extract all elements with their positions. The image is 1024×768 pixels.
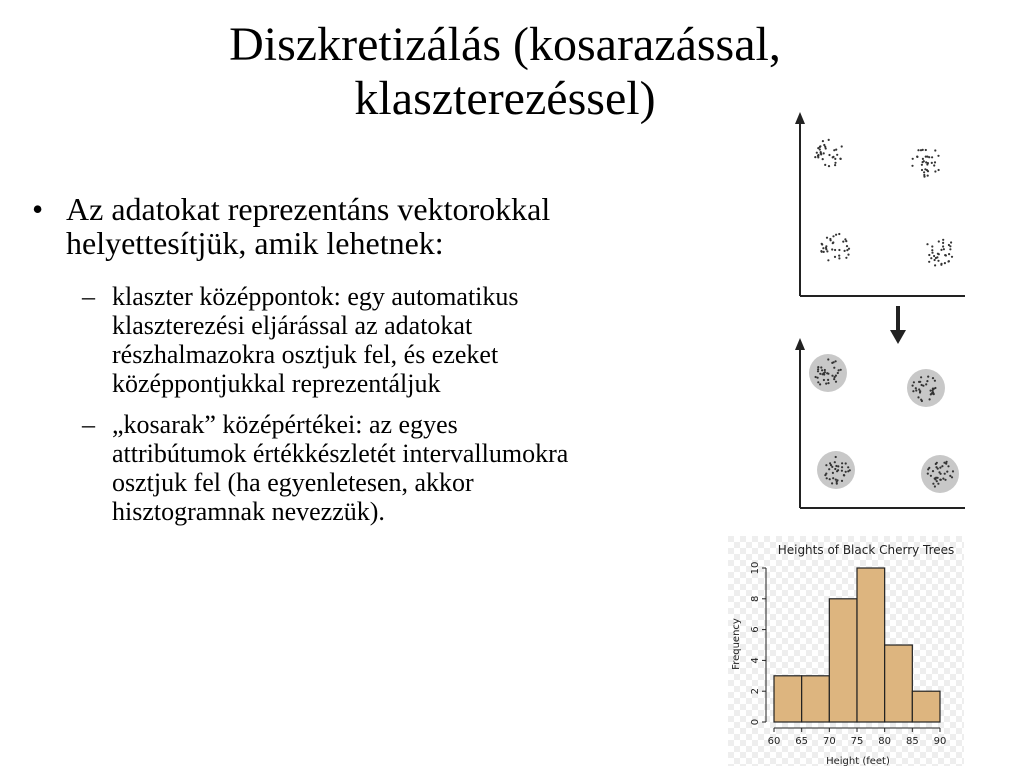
data-point: [830, 239, 832, 241]
cluster-group: [921, 455, 959, 493]
data-point: [821, 369, 823, 371]
sub2-line-4: hisztogramnak nevezzük).: [112, 497, 385, 526]
y-tick-label: 4: [750, 657, 761, 664]
data-point: [822, 247, 824, 249]
data-point: [942, 245, 944, 247]
data-point: [831, 248, 833, 250]
data-point: [814, 156, 816, 158]
sub1-line-4: középpontjukkal reprezentáljuk: [112, 369, 441, 398]
data-point: [951, 256, 953, 258]
data-point: [836, 154, 838, 156]
data-point: [834, 158, 836, 160]
data-point: [919, 391, 921, 393]
data-point: [942, 239, 944, 241]
cluster-group: [907, 369, 945, 407]
sub1-line-2: klaszterezési eljárással az adatokat: [112, 311, 473, 340]
data-point: [936, 480, 938, 482]
data-point: [825, 383, 827, 385]
data-point: [819, 148, 821, 150]
data-point: [834, 162, 836, 164]
histogram-bar: [857, 568, 885, 722]
data-point: [847, 254, 849, 256]
data-point: [922, 161, 924, 163]
x-tick-label: 90: [933, 736, 947, 747]
data-point: [835, 456, 837, 458]
data-point: [934, 170, 936, 172]
data-point: [837, 465, 839, 467]
data-point: [823, 152, 825, 154]
data-point: [934, 380, 936, 382]
data-point: [927, 473, 929, 475]
data-point: [843, 474, 845, 476]
data-point: [835, 479, 837, 481]
data-point: [846, 245, 848, 247]
data-point: [937, 477, 939, 479]
point-cluster: [926, 239, 953, 267]
data-point: [824, 474, 826, 476]
down-arrow-icon: [890, 306, 906, 344]
x-tick-label: 75: [850, 736, 864, 747]
data-point: [928, 254, 930, 256]
y-tick-label: 0: [750, 718, 761, 726]
data-point: [935, 463, 937, 465]
data-point: [930, 475, 932, 477]
data-point: [827, 358, 829, 360]
data-point: [940, 473, 942, 475]
raw-point-clusters: [814, 139, 953, 267]
data-point: [921, 384, 923, 386]
data-point: [948, 253, 950, 255]
data-point: [835, 234, 837, 236]
data-point: [841, 466, 843, 468]
data-point: [933, 255, 935, 257]
data-point: [927, 468, 929, 470]
sub-bullet-bins: [30, 410, 720, 526]
data-point: [926, 169, 928, 171]
data-point: [831, 466, 833, 468]
data-point: [940, 249, 942, 251]
data-point: [846, 249, 848, 251]
data-point: [932, 483, 934, 485]
data-point: [918, 381, 920, 383]
sub2-line-3: osztjuk fel (ha egyenletesen, akkor: [112, 468, 474, 497]
data-point: [820, 366, 822, 368]
data-point: [952, 470, 954, 472]
dash-marker: –: [82, 282, 95, 311]
data-point: [927, 376, 929, 378]
data-point: [932, 470, 934, 472]
cluster-group: [817, 451, 855, 489]
x-axis-label: Height (feet): [826, 756, 890, 766]
data-point: [934, 478, 936, 480]
data-point: [944, 479, 946, 481]
data-point: [835, 149, 837, 151]
data-point: [824, 164, 826, 166]
data-point: [934, 259, 936, 261]
data-point: [845, 462, 847, 464]
data-point: [838, 257, 840, 259]
data-point: [833, 367, 835, 369]
data-point: [940, 263, 942, 265]
data-point: [915, 389, 917, 391]
data-point: [946, 471, 948, 473]
data-point: [941, 465, 943, 467]
data-point: [823, 251, 825, 253]
data-point: [937, 483, 939, 485]
y-tick-label: 8: [750, 595, 761, 602]
x-tick-label: 60: [767, 736, 781, 747]
dash-marker: –: [82, 410, 95, 439]
data-point: [837, 469, 839, 471]
data-point: [838, 249, 840, 251]
data-point: [923, 176, 925, 178]
data-point: [931, 245, 933, 247]
data-point: [822, 158, 824, 160]
data-point: [913, 381, 915, 383]
histogram-chart: [728, 536, 964, 766]
data-point: [937, 468, 939, 470]
data-point: [817, 381, 819, 383]
data-point: [933, 164, 935, 166]
data-point: [944, 262, 946, 264]
data-point: [912, 390, 914, 392]
data-point: [817, 370, 819, 372]
data-point: [938, 240, 940, 242]
histogram-bar: [829, 599, 857, 722]
data-point: [921, 169, 923, 171]
point-cluster: [911, 149, 939, 178]
data-point: [841, 480, 843, 482]
data-point: [845, 257, 847, 259]
data-point: [835, 381, 837, 383]
histogram-bar: [774, 676, 802, 722]
data-point: [934, 264, 936, 266]
data-point: [927, 175, 929, 177]
data-point: [932, 389, 934, 391]
data-point: [823, 372, 825, 374]
data-point: [826, 477, 828, 479]
sub2-line-1: „kosarak” középértékei: az egyes: [112, 410, 458, 439]
sub-bullet-cluster-centers: [30, 282, 720, 398]
data-point: [920, 399, 922, 401]
data-point: [837, 372, 839, 374]
data-point: [841, 470, 843, 472]
data-point: [821, 243, 823, 245]
data-point: [827, 259, 829, 261]
data-point: [915, 387, 917, 389]
data-point: [925, 161, 927, 163]
data-point: [829, 462, 831, 464]
data-point: [921, 164, 923, 166]
data-point: [841, 462, 843, 464]
data-point: [815, 376, 817, 378]
sub1-line-1: klaszter középpontok: egy automatikus: [112, 282, 519, 311]
data-point: [834, 376, 836, 378]
data-point: [819, 383, 821, 385]
data-point: [931, 162, 933, 164]
data-point: [838, 369, 840, 371]
data-point: [943, 248, 945, 250]
data-point: [934, 149, 936, 151]
data-point: [829, 478, 831, 480]
data-point: [932, 388, 934, 390]
data-point: [944, 473, 946, 475]
data-point: [939, 467, 941, 469]
sub2-line-2: attribútumok értékkészletét intervallumokra: [112, 439, 569, 468]
data-point: [820, 152, 822, 154]
data-point: [912, 385, 914, 387]
data-point: [926, 243, 928, 245]
data-point: [926, 156, 928, 158]
data-point: [834, 249, 836, 251]
data-point: [833, 378, 835, 380]
data-point: [834, 468, 836, 470]
data-point: [820, 250, 822, 252]
data-point: [832, 241, 834, 243]
data-point: [937, 155, 939, 157]
data-point: [832, 477, 834, 479]
data-point: [911, 165, 913, 167]
data-point: [823, 144, 825, 146]
x-tick-label: 65: [795, 736, 809, 747]
data-point: [831, 375, 833, 377]
histogram-bar: [802, 676, 830, 722]
bullet-main: [30, 192, 720, 260]
x-tick-label: 85: [905, 736, 919, 747]
data-point: [824, 369, 826, 371]
data-point: [917, 149, 919, 151]
data-point: [950, 241, 952, 243]
data-point: [951, 476, 953, 478]
cluster-group: [809, 354, 847, 392]
data-point: [828, 468, 830, 470]
data-point: [937, 260, 939, 262]
point-cluster: [814, 139, 843, 167]
data-point: [912, 158, 914, 160]
point-cluster: [820, 233, 850, 262]
data-point: [828, 154, 830, 156]
data-point: [831, 482, 833, 484]
data-point: [817, 368, 819, 370]
bullet-list: [30, 192, 720, 538]
data-point: [925, 149, 927, 151]
top-y-axis-arrow-icon: [795, 112, 805, 124]
data-point: [842, 241, 844, 243]
data-point: [945, 254, 947, 256]
data-point: [835, 360, 837, 362]
data-point: [845, 471, 847, 473]
data-point: [840, 369, 842, 371]
data-point: [923, 171, 925, 173]
y-axis-label: Frequency: [731, 618, 742, 670]
data-point: [816, 152, 818, 154]
data-point: [949, 248, 951, 250]
data-point: [922, 158, 924, 160]
data-point: [925, 383, 927, 385]
bottom-y-axis-arrow-icon: [795, 338, 805, 350]
sub1-line-3: részhalmazokra osztjuk fel, és ezeket: [112, 340, 499, 369]
data-point: [847, 466, 849, 468]
data-point: [835, 465, 837, 467]
cluster-region: [907, 369, 945, 407]
data-point: [949, 245, 951, 247]
data-point: [934, 387, 936, 389]
data-point: [849, 469, 851, 471]
data-point: [819, 373, 821, 375]
data-point: [922, 149, 924, 151]
data-point: [827, 379, 829, 381]
data-point: [823, 379, 825, 381]
data-point: [930, 390, 932, 392]
data-point: [819, 145, 821, 147]
data-point: [931, 156, 933, 158]
data-point: [936, 256, 938, 258]
data-point: [937, 253, 939, 255]
x-tick-label: 70: [822, 736, 836, 747]
data-point: [825, 464, 827, 466]
title-line-2: klaszterezéssel): [354, 72, 656, 125]
title-line-1: Diszkretizálás (kosarazással,: [229, 18, 781, 71]
data-point: [840, 158, 842, 160]
data-point: [832, 156, 834, 158]
data-point: [926, 380, 928, 382]
data-point: [832, 235, 834, 237]
data-point: [932, 377, 934, 379]
data-point: [934, 161, 936, 163]
data-point: [917, 396, 919, 398]
data-point: [929, 398, 931, 400]
data-point: [825, 247, 827, 249]
data-point: [931, 252, 933, 254]
data-point: [942, 242, 944, 244]
data-point: [916, 156, 918, 158]
data-point: [826, 237, 828, 239]
data-point: [826, 250, 828, 252]
data-point: [928, 261, 930, 263]
data-point: [945, 463, 947, 465]
data-point: [833, 149, 835, 151]
data-point: [817, 366, 819, 368]
data-point: [844, 250, 846, 252]
data-point: [832, 472, 834, 474]
data-point: [844, 238, 846, 240]
x-tick-label: 80: [878, 736, 892, 747]
y-tick-label: 2: [750, 688, 761, 695]
data-point: [938, 169, 940, 171]
data-point: [831, 362, 833, 364]
data-point: [827, 373, 829, 375]
data-point: [930, 257, 932, 259]
data-point: [817, 154, 819, 156]
data-point: [834, 256, 836, 258]
data-point: [939, 479, 941, 481]
data-point: [932, 393, 934, 395]
data-point: [949, 475, 951, 477]
histogram-bar: [912, 691, 940, 722]
data-point: [822, 140, 824, 142]
data-point: [828, 139, 830, 141]
y-tick-label: 10: [750, 561, 761, 575]
data-point: [931, 249, 933, 251]
data-point: [841, 145, 843, 147]
data-point: [828, 165, 830, 167]
data-point: [827, 382, 829, 384]
data-point: [947, 465, 949, 467]
data-point: [817, 377, 819, 379]
grouped-clusters: [809, 354, 959, 493]
data-point: [838, 233, 840, 235]
data-point: [920, 376, 922, 378]
data-point: [947, 260, 949, 262]
data-point: [834, 461, 836, 463]
bullet-main-line-1: Az adatokat reprezentáns vektorokkal: [66, 191, 551, 227]
bullet-main-line-2: helyettesítjük, amik lehetnek:: [66, 225, 444, 261]
histogram-bar: [885, 645, 913, 722]
y-tick-label: 6: [750, 626, 761, 633]
chart-title: Heights of Black Cherry Trees: [777, 543, 955, 557]
data-point: [934, 485, 936, 487]
data-point: [838, 255, 840, 257]
bullet-marker: •: [32, 191, 44, 227]
data-point: [942, 478, 944, 480]
data-point: [834, 164, 836, 166]
clustering-diagram: [780, 108, 970, 528]
